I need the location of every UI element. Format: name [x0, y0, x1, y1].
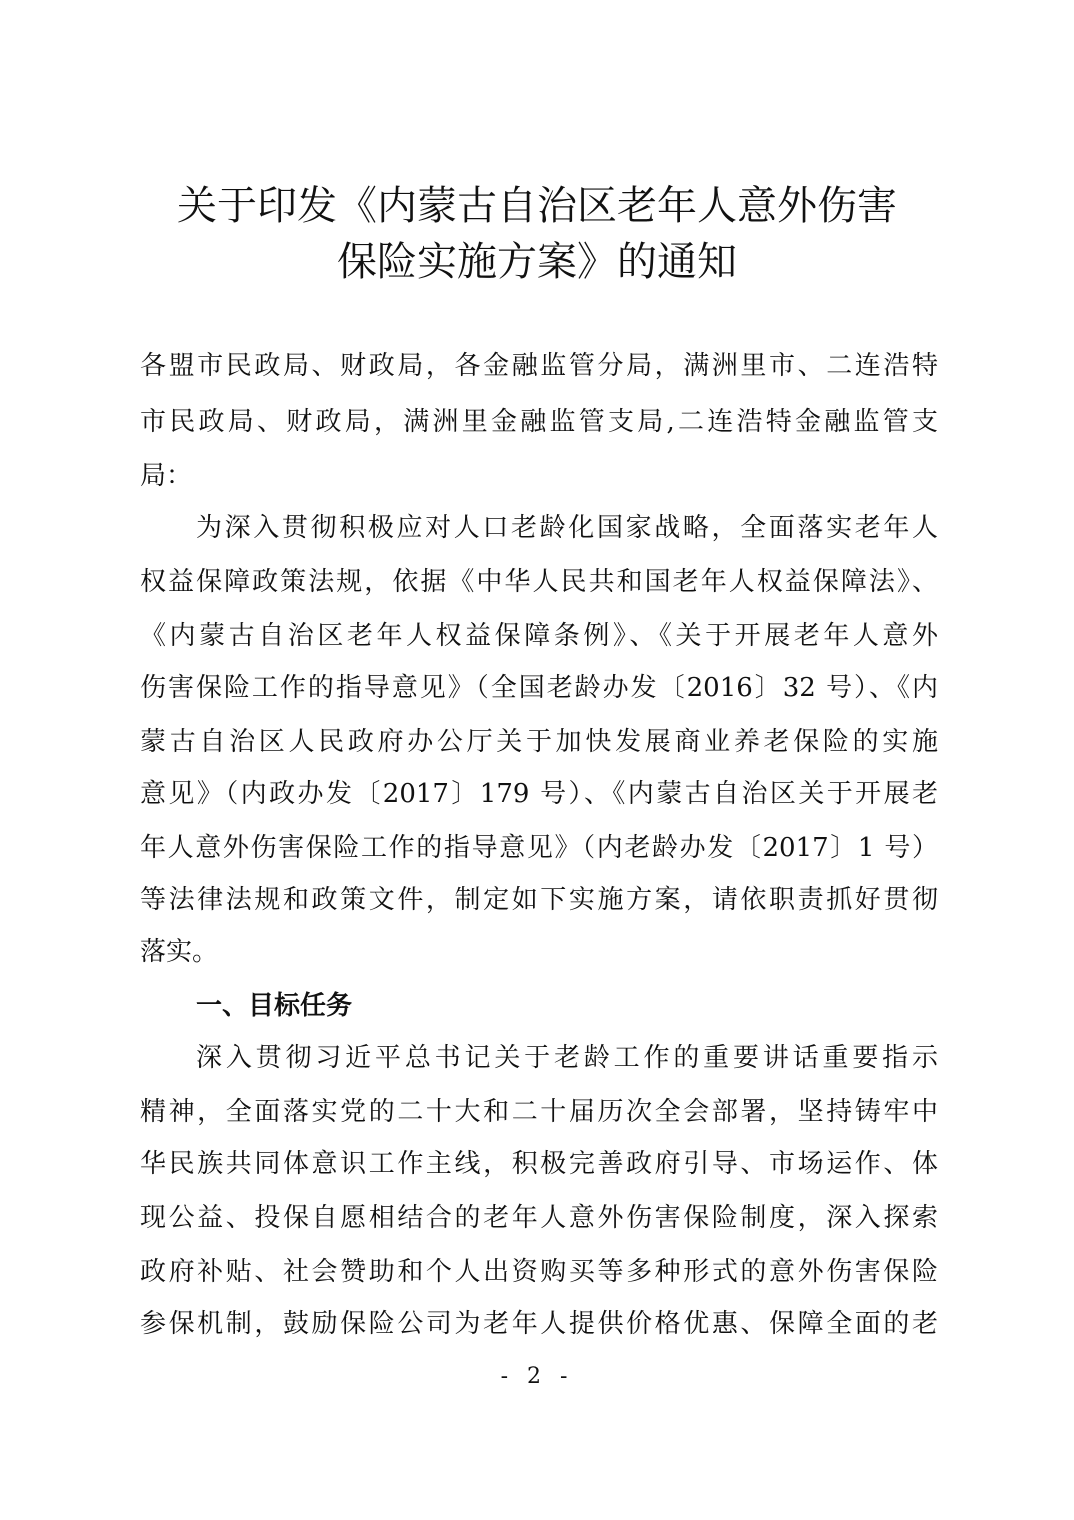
- intro-line-6: 意见》（内政办发〔2017〕179 号）、《内蒙古自治区关于开展老: [140, 779, 938, 809]
- section-heading-1: 一、目标任务: [196, 991, 353, 1021]
- intro-line-4: 伤害保险工作的指导意见》（全国老龄办发〔2016〕32 号）、《内: [140, 673, 938, 703]
- page-number: - 2 -: [500, 1364, 574, 1389]
- section1-line-2: 精神，全面落实党的二十大和二十届历次全会部署，坚持铸牢中: [140, 1097, 938, 1127]
- intro-line-2: 权益保障政策法规，依据《中华人民共和国老年人权益保障法》、: [140, 567, 938, 597]
- section1-line-5: 政府补贴、社会赞助和个人出资购买等多种形式的意外伤害保险: [140, 1257, 938, 1287]
- section1-line-6: 参保机制，鼓励保险公司为老年人提供价格优惠、保障全面的老: [140, 1309, 938, 1339]
- section1-line-3: 华民族共同体意识工作主线，积极完善政府引导、市场运作、体: [140, 1149, 938, 1179]
- intro-line-7: 年人意外伤害保险工作的指导意见》（内老龄办发〔2017〕1 号）: [140, 833, 938, 863]
- section1-line-4: 现公益、投保自愿相结合的老年人意外伤害保险制度，深入探索: [140, 1203, 938, 1233]
- document-title-line-2: 保险实施方案》的通知: [337, 239, 737, 285]
- intro-line-8: 等法律法规和政策文件，制定如下实施方案，请依职责抓好贯彻: [140, 885, 938, 915]
- addressee-line-3: 局：: [140, 461, 193, 491]
- intro-line-5: 蒙古自治区人民政府办公厅关于加快发展商业养老保险的实施: [140, 727, 938, 757]
- document-title-line-1: 关于印发《内蒙古自治区老年人意外伤害: [177, 183, 897, 229]
- intro-line-3: 《内蒙古自治区老年人权益保障条例》、《关于开展老年人意外: [140, 621, 938, 651]
- section1-line-1: 深入贯彻习近平总书记关于老龄工作的重要讲话重要指示: [196, 1043, 938, 1073]
- addressee-line-1: 各盟市民政局、财政局，各金融监管分局，满洲里市、二连浩特: [140, 351, 938, 381]
- intro-line-1: 为深入贯彻积极应对人口老龄化国家战略，全面落实老年人: [196, 513, 938, 543]
- intro-line-9: 落实。: [140, 937, 219, 967]
- addressee-line-2: 市民政局、财政局，满洲里金融监管支局,二连浩特金融监管支: [140, 407, 938, 437]
